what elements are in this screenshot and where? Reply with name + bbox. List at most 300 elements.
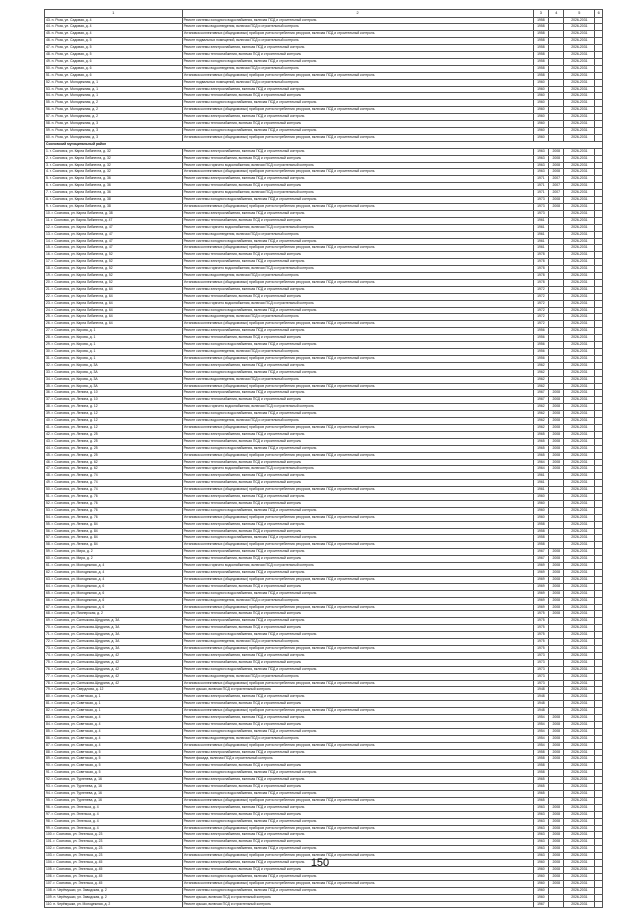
work-cell: Ремонт крыши, включая ПСД и строительный контроль xyxy=(182,687,533,694)
start-year-cell xyxy=(549,217,564,224)
empty-cell xyxy=(595,480,603,487)
start-year-cell xyxy=(549,342,564,349)
empty-cell xyxy=(595,583,603,590)
table-row xyxy=(45,873,603,880)
start-year-cell: 2008 xyxy=(549,411,564,418)
year-cell: 1962 xyxy=(533,376,548,383)
table-row xyxy=(45,514,603,521)
work-cell: Ремонт системы теплоснабжения, включая ПСД и строительный контроль xyxy=(182,217,533,224)
period-cell: 2026-2031 xyxy=(564,639,595,646)
year-cell: 1963 xyxy=(533,818,548,825)
period-cell: 2026-2031 xyxy=(564,203,595,210)
year-cell: 1958 xyxy=(533,52,548,59)
address-cell: 39. г. Сосновск, ул. Ленина, д. 12 xyxy=(45,411,183,418)
table-row xyxy=(45,411,603,418)
year-cell: 1961 xyxy=(533,224,548,231)
year-cell: 1960 xyxy=(533,880,548,887)
empty-cell xyxy=(595,487,603,494)
work-cell: Ремонт системы водоотведения, включая ПСД и строительный контроль xyxy=(182,639,533,646)
empty-cell xyxy=(595,369,603,376)
table-row xyxy=(45,100,603,107)
table-row xyxy=(45,266,603,273)
empty-cell xyxy=(595,176,603,183)
work-cell: Ремонт системы горячего водоснабжения, включая ПСД и строительный контроль xyxy=(182,563,533,570)
start-year-cell: 2007 xyxy=(549,190,564,197)
year-cell: 1960 xyxy=(533,134,548,141)
work-cell: Установка коллективных (общедомовых) приборов учета потребления ресурсов, включая ПСД и строительный контроль xyxy=(182,576,533,583)
work-cell: Установка коллективных (общедомовых) приборов учета потребления ресурсов, включая ПСД и строительный контроль xyxy=(182,604,533,611)
address-cell: 49. п. Роза, ул. Садовая, д. 6 xyxy=(45,58,183,65)
work-cell: Ремонт системы водоотведения, включая ПСД и строительный контроль xyxy=(182,231,533,238)
period-cell: 2026-2031 xyxy=(564,749,595,756)
year-cell: 1963 xyxy=(533,853,548,860)
start-year-cell: 2008 xyxy=(549,197,564,204)
period-cell: 2026-2031 xyxy=(564,887,595,894)
start-year-cell: 2007 xyxy=(549,183,564,190)
empty-cell xyxy=(595,38,603,45)
table-row xyxy=(45,549,603,556)
empty-cell xyxy=(595,715,603,722)
table-row xyxy=(45,735,603,742)
address-cell: 8. г. Сосновск, ул. Карла Либкнехта, д. 38 xyxy=(45,197,183,204)
address-cell: 46. г. Сосновск, ул. Ленина, д. 62 xyxy=(45,459,183,466)
work-cell: Установка коллективных (общедомовых) приборов учета потребления ресурсов, включая ПСД и строительный контроль xyxy=(182,708,533,715)
table-row xyxy=(45,238,603,245)
period-cell: 2026-2031 xyxy=(564,721,595,728)
period-cell: 2026-2031 xyxy=(564,390,595,397)
address-cell: 74. г. Сосновск, ул. Салтыкова-Щедрина, д. 42 xyxy=(45,652,183,659)
period-cell: 2026-2031 xyxy=(564,860,595,867)
empty-cell xyxy=(595,245,603,252)
empty-cell xyxy=(595,169,603,176)
address-cell: 10. г. Сосновск, ул. Карла Либкнехта, д. 38 xyxy=(45,210,183,217)
start-year-cell: 2008 xyxy=(549,418,564,425)
start-year-cell: 2008 xyxy=(549,604,564,611)
start-year-cell xyxy=(549,259,564,266)
period-cell: 2026-2031 xyxy=(564,873,595,880)
work-cell: Установка коллективных (общедомовых) приборов учета потребления ресурсов, включая ПСД и строительный контроль xyxy=(182,107,533,114)
work-cell: Ремонт системы электроснабжения, включая ПСД и строительный контроль xyxy=(182,390,533,397)
work-cell: Ремонт системы теплоснабжения, включая ПСД и строительный контроль xyxy=(182,721,533,728)
empty-cell xyxy=(595,300,603,307)
work-cell: Ремонт системы холодного водоснабжения, включая ПСД и строительный контроль xyxy=(182,128,533,135)
address-cell: 79. г. Сосновск, ул. Свердлова, д. 12 xyxy=(45,687,183,694)
table-row xyxy=(45,770,603,777)
empty-cell xyxy=(595,728,603,735)
year-cell: 1954 xyxy=(533,721,548,728)
start-year-cell xyxy=(549,369,564,376)
table-row xyxy=(45,749,603,756)
start-year-cell xyxy=(549,521,564,528)
year-cell: 1958 xyxy=(533,17,548,24)
empty-cell xyxy=(595,349,603,356)
table-row xyxy=(45,887,603,894)
start-year-cell xyxy=(549,279,564,286)
year-cell: 1960 xyxy=(533,873,548,880)
table-row xyxy=(45,528,603,535)
year-cell: 1963 xyxy=(533,162,548,169)
address-cell: 2. г. Сосновск, ул. Карла Либкнехта, д. 32 xyxy=(45,155,183,162)
year-cell: 1978 xyxy=(533,273,548,280)
year-cell: 1961 xyxy=(533,480,548,487)
year-cell: 1963 xyxy=(533,846,548,853)
table-row xyxy=(45,666,603,673)
address-cell: 53. п. Роза, ул. Молодежная, д. 1 xyxy=(45,86,183,93)
year-cell: 1960 xyxy=(533,86,548,93)
period-cell: 2026-2031 xyxy=(564,93,595,100)
address-cell: 85. г. Сосновск, ул. Советская, д. 4 xyxy=(45,728,183,735)
empty-cell xyxy=(595,625,603,632)
table-row xyxy=(45,231,603,238)
year-cell: 1963 xyxy=(533,148,548,155)
period-cell: 2026-2031 xyxy=(564,894,595,901)
work-cell: Ремонт системы теплоснабжения, включая ПСД и строительный контроль xyxy=(182,155,533,162)
year-cell: 1956 xyxy=(533,355,548,362)
table-row xyxy=(45,190,603,197)
start-year-cell xyxy=(549,625,564,632)
period-cell: 2026-2031 xyxy=(564,411,595,418)
table-row xyxy=(45,24,603,31)
empty-cell xyxy=(595,887,603,894)
address-cell: 54. г. Сосновск, ул. Ленина, д. 76 xyxy=(45,514,183,521)
work-cell: Ремонт системы электроснабжения, включая ПСД и строительный контроль xyxy=(182,431,533,438)
start-year-cell xyxy=(549,231,564,238)
start-year-cell: 2008 xyxy=(549,169,564,176)
empty-cell xyxy=(595,45,603,52)
start-year-cell xyxy=(549,680,564,687)
table-row xyxy=(45,404,603,411)
period-cell: 2026-2031 xyxy=(564,459,595,466)
header-col-6: 6 xyxy=(595,10,603,18)
start-year-cell xyxy=(549,238,564,245)
year-cell: 1960 xyxy=(533,79,548,86)
start-year-cell xyxy=(549,708,564,715)
empty-cell xyxy=(595,500,603,507)
work-cell: Ремонт системы электроснабжения, включая ПСД и строительный контроль xyxy=(182,114,533,121)
work-cell: Установка коллективных (общедомовых) приборов учета потребления ресурсов, включая ПСД и строительный контроль xyxy=(182,853,533,860)
empty-cell xyxy=(595,279,603,286)
address-cell: 51. г. Сосновск, ул. Ленина, д. 76 xyxy=(45,494,183,501)
year-cell: 1960 xyxy=(533,500,548,507)
work-cell: Ремонт системы холодного водоснабжения, включая ПСД и строительный контроль xyxy=(182,238,533,245)
empty-cell xyxy=(595,411,603,418)
period-cell: 2026-2031 xyxy=(564,880,595,887)
empty-cell xyxy=(595,832,603,839)
start-year-cell: 2007 xyxy=(549,176,564,183)
table-row xyxy=(45,701,603,708)
address-cell: 107. г. Сосновск, ул. Энгельса, д. 45 xyxy=(45,880,183,887)
period-cell: 2026-2031 xyxy=(564,563,595,570)
table-row xyxy=(45,825,603,832)
start-year-cell xyxy=(549,245,564,252)
empty-cell xyxy=(595,355,603,362)
section-title: Сосновский муниципальный район xyxy=(45,141,603,148)
table-row xyxy=(45,652,603,659)
address-cell: 23. г. Сосновск, ул. Карла Либкнехта, д. 64 xyxy=(45,300,183,307)
start-year-cell xyxy=(549,328,564,335)
empty-cell xyxy=(595,680,603,687)
start-year-cell: 2008 xyxy=(549,466,564,473)
address-cell: 13. г. Сосновск, ул. Карла Либкнехта, д. 47 xyxy=(45,231,183,238)
empty-cell xyxy=(595,58,603,65)
address-cell: 50. г. Сосновск, ул. Ленина, д. 74 xyxy=(45,487,183,494)
period-cell: 2026-2031 xyxy=(564,190,595,197)
year-cell: 1958 xyxy=(533,45,548,52)
period-cell: 2026-2031 xyxy=(564,507,595,514)
work-cell: Установка коллективных (общедомовых) приборов учета потребления ресурсов, включая ПСД и строительный контроль xyxy=(182,134,533,141)
table-row xyxy=(45,342,603,349)
start-year-cell xyxy=(549,514,564,521)
work-cell: Ремонт системы холодного водоснабжения, включая ПСД и строительный контроль xyxy=(182,873,533,880)
table-row xyxy=(45,452,603,459)
year-cell: 1965 xyxy=(533,445,548,452)
period-cell: 2026-2031 xyxy=(564,797,595,804)
start-year-cell xyxy=(549,38,564,45)
start-year-cell xyxy=(549,500,564,507)
work-cell: Установка коллективных (общедомовых) приборов учета потребления ресурсов, включая ПСД и строительный контроль xyxy=(182,452,533,459)
period-cell: 2026-2031 xyxy=(564,183,595,190)
empty-cell xyxy=(595,376,603,383)
period-cell: 2026-2031 xyxy=(564,369,595,376)
year-cell: 1958 xyxy=(533,72,548,79)
empty-cell xyxy=(595,521,603,528)
year-cell: 1962 xyxy=(533,404,548,411)
empty-cell xyxy=(595,639,603,646)
empty-cell xyxy=(595,777,603,784)
empty-cell xyxy=(595,335,603,342)
year-cell: 1969 xyxy=(533,563,548,570)
table-row xyxy=(45,742,603,749)
start-year-cell xyxy=(549,797,564,804)
table-row xyxy=(45,590,603,597)
address-cell: 4. г. Сосновск, ул. Карла Либкнехта, д. 32 xyxy=(45,169,183,176)
table-row xyxy=(45,625,603,632)
year-cell: 1978 xyxy=(533,259,548,266)
table-row xyxy=(45,314,603,321)
work-cell: Ремонт системы водоотведения, включая ПСД и строительный контроль xyxy=(182,418,533,425)
period-cell: 2026-2031 xyxy=(564,217,595,224)
work-cell: Ремонт системы горячего водоснабжения, включая ПСД и строительный контроль xyxy=(182,266,533,273)
year-cell: 1969 xyxy=(533,590,548,597)
start-year-cell xyxy=(549,901,564,908)
empty-cell xyxy=(595,473,603,480)
period-cell: 2026-2031 xyxy=(564,24,595,31)
period-cell: 2026-2031 xyxy=(564,17,595,24)
period-cell: 2026-2031 xyxy=(564,611,595,618)
address-cell: 6. г. Сосновск, ул. Карла Либкнехта, д. 36 xyxy=(45,183,183,190)
table-row xyxy=(45,763,603,770)
work-cell: Ремонт системы теплоснабжения, включая ПСД и строительный контроль xyxy=(182,763,533,770)
start-year-cell xyxy=(549,535,564,542)
start-year-cell: 2008 xyxy=(549,866,564,873)
period-cell: 2026-2031 xyxy=(564,811,595,818)
year-cell: 1975 xyxy=(533,611,548,618)
table-row xyxy=(45,52,603,59)
period-cell: 2026-2031 xyxy=(564,846,595,853)
start-year-cell xyxy=(549,79,564,86)
year-cell: 1954 xyxy=(533,735,548,742)
table-row xyxy=(45,183,603,190)
empty-cell xyxy=(595,542,603,549)
empty-cell xyxy=(595,770,603,777)
work-cell: Ремонт системы теплоснабжения, включая ПСД и строительный контроль xyxy=(182,583,533,590)
work-cell: Ремонт системы электроснабжения, включая ПСД и строительный контроль xyxy=(182,804,533,811)
table-row xyxy=(45,128,603,135)
address-cell: 67. г. Сосновск, ул. Молодежная, д. 6 xyxy=(45,604,183,611)
empty-cell xyxy=(595,286,603,293)
work-cell: Ремонт системы горячего водоснабжения, включая ПСД и строительный контроль xyxy=(182,404,533,411)
year-cell: 1967 xyxy=(533,397,548,404)
year-cell: 1964 xyxy=(533,466,548,473)
start-year-cell xyxy=(549,673,564,680)
period-cell: 2026-2031 xyxy=(564,659,595,666)
year-cell: 1973 xyxy=(533,210,548,217)
year-cell: 1965 xyxy=(533,452,548,459)
year-cell: 1958 xyxy=(533,528,548,535)
start-year-cell xyxy=(549,134,564,141)
year-cell: 1962 xyxy=(533,424,548,431)
year-cell: 1963 xyxy=(533,839,548,846)
empty-cell xyxy=(595,839,603,846)
table-row xyxy=(45,880,603,887)
period-cell: 2026-2031 xyxy=(564,266,595,273)
period-cell: 2026-2031 xyxy=(564,121,595,128)
work-cell: Ремонт системы теплоснабжения, включая ПСД и строительный контроль xyxy=(182,252,533,259)
empty-cell xyxy=(595,632,603,639)
period-cell: 2026-2031 xyxy=(564,335,595,342)
start-year-cell xyxy=(549,659,564,666)
empty-cell xyxy=(595,742,603,749)
period-cell: 2026-2031 xyxy=(564,321,595,328)
start-year-cell: 2008 xyxy=(549,742,564,749)
empty-cell xyxy=(595,756,603,763)
work-cell: Ремонт системы теплоснабжения, включая ПСД и строительный контроль xyxy=(182,811,533,818)
table-row xyxy=(45,362,603,369)
start-year-cell: 2008 xyxy=(549,445,564,452)
year-cell: 1961 xyxy=(533,473,548,480)
start-year-cell: 2008 xyxy=(549,811,564,818)
period-cell: 2026-2031 xyxy=(564,694,595,701)
address-cell: 15. г. Сосновск, ул. Карла Либкнехта, д. 47 xyxy=(45,245,183,252)
start-year-cell xyxy=(549,784,564,791)
address-cell: 12. г. Сосновск, ул. Карла Либкнехта, д. 47 xyxy=(45,224,183,231)
start-year-cell xyxy=(549,639,564,646)
start-year-cell xyxy=(549,770,564,777)
period-cell: 2026-2031 xyxy=(564,735,595,742)
period-cell: 2026-2031 xyxy=(564,576,595,583)
address-cell: 29. г. Сосновск, ул. Кирова, д. 1 xyxy=(45,342,183,349)
start-year-cell: 2008 xyxy=(549,735,564,742)
start-year-cell: 2008 xyxy=(549,390,564,397)
year-cell: 1958 xyxy=(533,521,548,528)
work-cell: Ремонт системы холодного водоснабжения, включая ПСД и строительный контроль xyxy=(182,846,533,853)
empty-cell xyxy=(595,652,603,659)
period-cell: 2026-2031 xyxy=(564,791,595,798)
work-cell: Ремонт системы холодного водоснабжения, включая ПСД и строительный контроль xyxy=(182,307,533,314)
period-cell: 2026-2031 xyxy=(564,252,595,259)
address-cell: 75. г. Сосновск, ул. Салтыкова-Щедрина, д. 42 xyxy=(45,659,183,666)
address-cell: 52. п. Роза, ул. Молодежная, д. 1 xyxy=(45,79,183,86)
period-cell: 2026-2031 xyxy=(564,155,595,162)
address-cell: 87. г. Сосновск, ул. Советская, д. 4 xyxy=(45,742,183,749)
address-cell: 64. г. Сосновск, ул. Молодежная, д. 6 xyxy=(45,583,183,590)
start-year-cell: 2008 xyxy=(549,860,564,867)
year-cell: 1963 xyxy=(533,825,548,832)
table-row xyxy=(45,438,603,445)
year-cell: 1962 xyxy=(533,411,548,418)
address-cell: 66. г. Сосновск, ул. Молодежная, д. 6 xyxy=(45,597,183,604)
table-row xyxy=(45,307,603,314)
work-cell: Установка коллективных (общедомовых) приборов учета потребления ресурсов, включая ПСД и строительный контроль xyxy=(182,680,533,687)
table-row xyxy=(45,369,603,376)
period-cell: 2026-2031 xyxy=(564,238,595,245)
empty-cell xyxy=(595,494,603,501)
empty-cell xyxy=(595,210,603,217)
year-cell: 1963 xyxy=(533,155,548,162)
empty-cell xyxy=(595,618,603,625)
empty-cell xyxy=(595,114,603,121)
period-cell: 2026-2031 xyxy=(564,514,595,521)
work-cell: Ремонт системы электроснабжения, включая ПСД и строительный контроль xyxy=(182,860,533,867)
table-row xyxy=(45,466,603,473)
year-cell: 1973 xyxy=(533,197,548,204)
period-cell: 2026-2031 xyxy=(564,245,595,252)
empty-cell xyxy=(595,293,603,300)
table-row xyxy=(45,418,603,425)
address-cell: 76. г. Сосновск, ул. Салтыкова-Щедрина, д. 42 xyxy=(45,666,183,673)
period-cell: 2026-2031 xyxy=(564,273,595,280)
year-cell: 1958 xyxy=(533,31,548,38)
start-year-cell: 2008 xyxy=(549,556,564,563)
address-cell: 18. г. Сосновск, ул. Карла Либкнехта, д. 52 xyxy=(45,266,183,273)
empty-cell xyxy=(595,708,603,715)
period-cell: 2026-2031 xyxy=(564,58,595,65)
period-cell: 2026-2031 xyxy=(564,445,595,452)
period-cell: 2026-2031 xyxy=(564,632,595,639)
address-cell: 5. г. Сосновск, ул. Карла Либкнехта, д. 36 xyxy=(45,176,183,183)
year-cell: 1960 xyxy=(533,894,548,901)
work-cell: Установка коллективных (общедомовых) приборов учета потребления ресурсов, включая ПСД и строительный контроль xyxy=(182,72,533,79)
address-cell: 28. г. Сосновск, ул. Кирова, д. 1 xyxy=(45,335,183,342)
table-row xyxy=(45,328,603,335)
empty-cell xyxy=(595,597,603,604)
work-cell: Ремонт системы электроснабжения, включая ПСД и строительный контроль xyxy=(182,328,533,335)
address-cell: 70. г. Сосновск, ул. Салтыкова-Щедрина, д. 3А xyxy=(45,625,183,632)
table-row xyxy=(45,632,603,639)
empty-cell xyxy=(595,252,603,259)
work-cell: Ремонт системы теплоснабжения, включая ПСД и строительный контроль xyxy=(182,625,533,632)
period-cell: 2026-2031 xyxy=(564,31,595,38)
address-cell: 83. г. Сосновск, ул. Советская, д. 4 xyxy=(45,715,183,722)
address-cell: 63. г. Сосновск, ул. Молодежная, д. 4 xyxy=(45,576,183,583)
work-cell: Ремонт системы теплоснабжения, включая ПСД и строительный контроль xyxy=(182,397,533,404)
start-year-cell xyxy=(549,335,564,342)
address-cell: 46. п. Роза, ул. Садовая, д. 5 xyxy=(45,38,183,45)
year-cell: 1963 xyxy=(533,832,548,839)
year-cell: 1958 xyxy=(533,542,548,549)
address-cell: 1. г. Сосновск, ул. Карла Либкнехта, д. 32 xyxy=(45,148,183,155)
section-header-row xyxy=(45,141,603,148)
empty-cell xyxy=(595,452,603,459)
table-row xyxy=(45,65,603,72)
work-cell: Ремонт системы электроснабжения, включая ПСД и строительный контроль xyxy=(182,832,533,839)
work-cell: Установка коллективных (общедомовых) приборов учета потребления ресурсов, включая ПСД и строительный контроль xyxy=(182,203,533,210)
start-year-cell xyxy=(549,128,564,135)
empty-cell xyxy=(595,901,603,908)
start-year-cell xyxy=(549,314,564,321)
work-cell: Ремонт системы электроснабжения, включая ПСД и строительный контроль xyxy=(182,749,533,756)
address-cell: 11. г. Сосновск, ул. Карла Либкнехта, д. 47 xyxy=(45,217,183,224)
